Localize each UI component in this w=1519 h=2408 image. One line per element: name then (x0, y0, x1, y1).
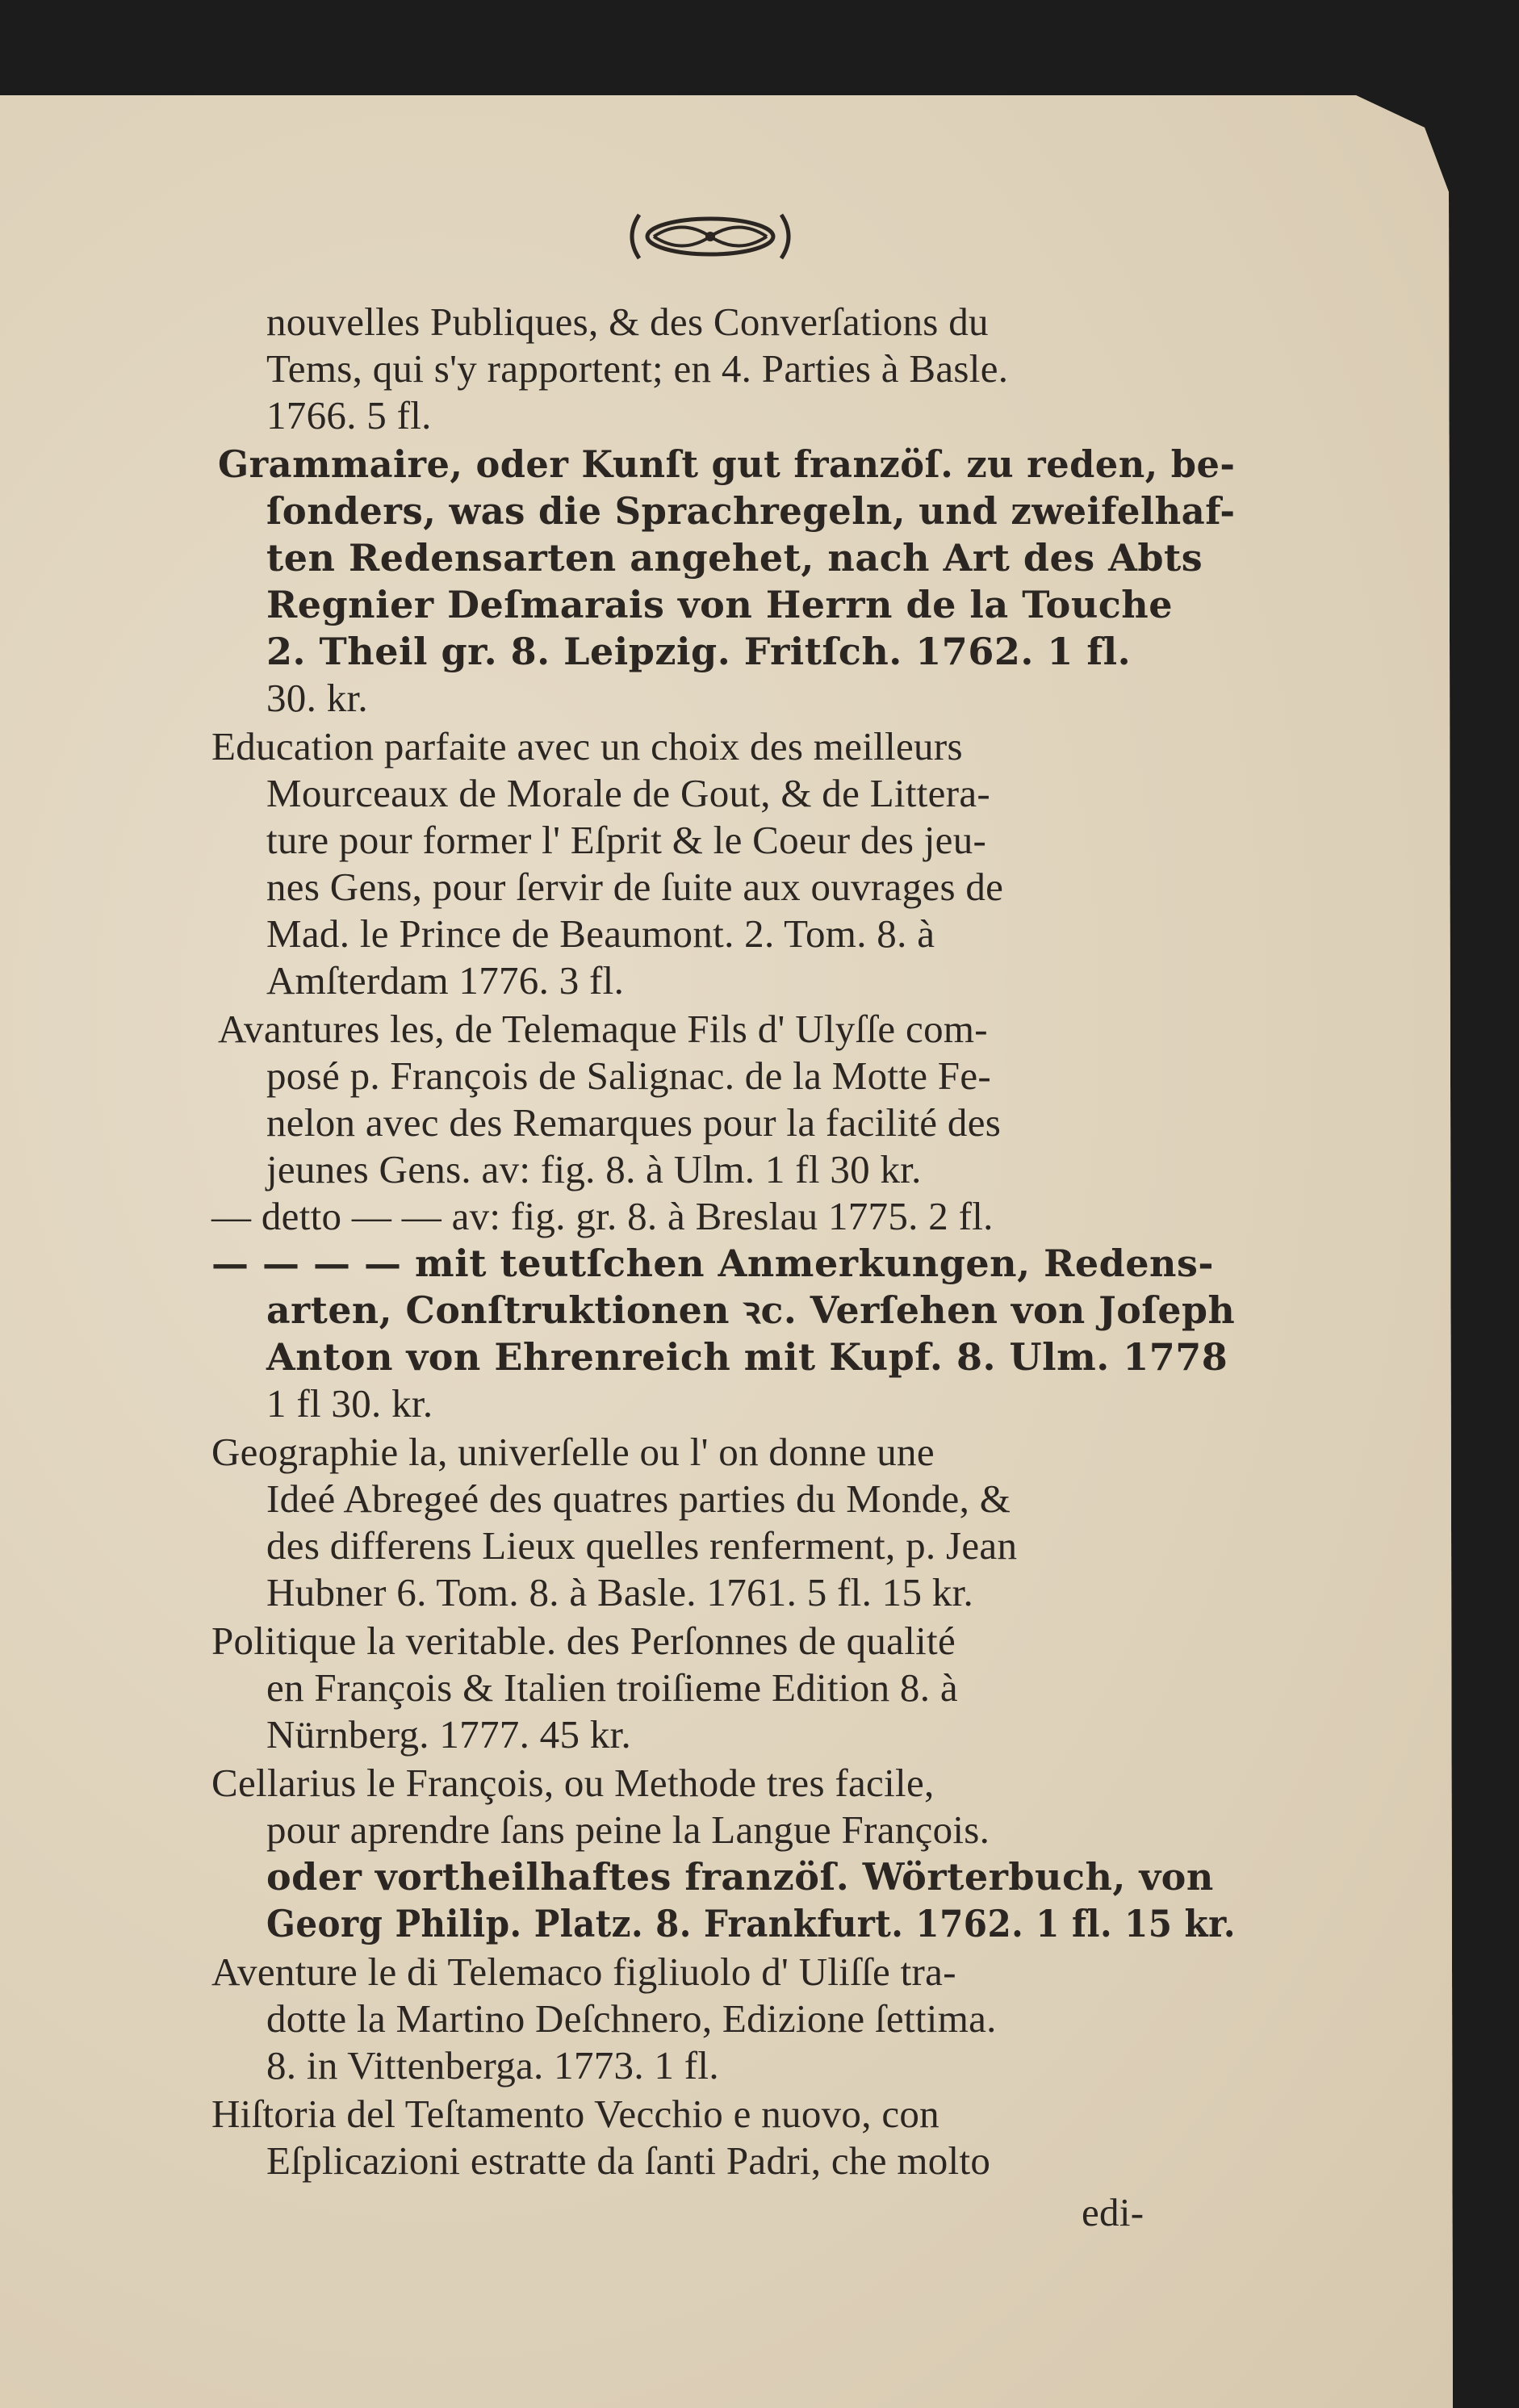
text-line: 2. Theil gr. 8. Leipzig. Fritſch. 1762. 1 fl. (266, 630, 1132, 673)
text-line: en François & Italien troiſieme Edition 8. à (266, 1665, 958, 1710)
text-line: Hubner 6. Tom. 8. à Basle. 1761. 5 fl. 15 kr. (266, 1570, 974, 1614)
text-line: Ideé Abregeé des quatres parties du Monde, & (266, 1476, 1011, 1521)
text-line: arten, Conſtruktionen ꝛc. Verſehen von Joſeph (266, 1288, 1236, 1332)
text-line: Georg Philip. Platz. 8. Frankfurt. 1762. 1 fl. 15 kr. (266, 1902, 1236, 1945)
text-line: Anton von Ehrenreich mit Kupf. 8. Ulm. 1778 (266, 1335, 1228, 1379)
text-line: Cellarius le François, ou Methode tres facile, (211, 1761, 935, 1805)
text-line: ture pour former l' Eſprit & le Coeur des jeu- (266, 818, 987, 862)
text-line: Avantures les, de Telemaque Fils d' Ulyſſe com- (218, 1007, 988, 1051)
text-line: nouvelles Publiques, & des Converſations du (266, 299, 989, 344)
text-line: Nürnberg. 1777. 45 kr. (266, 1712, 632, 1757)
text-line: nelon avec des Remarques pour la facilité des (266, 1100, 1002, 1145)
text-line: 1 fl 30. kr. (266, 1381, 433, 1426)
text-line: Regnier Deſmarais von Herrn de la Touche (266, 583, 1174, 626)
text-line: dotte la Martino Deſchnero, Edizione ſettima. (266, 1996, 997, 2041)
text-line: Tems, qui s'y rapportent; en 4. Parties à Basle. (266, 346, 1009, 391)
text-line: Education parfaite avec un choix des meilleurs (211, 724, 963, 768)
text-line: 1766. 5 fl. (266, 393, 432, 438)
text-line: posé p. François de Salignac. de la Motte Fe- (266, 1053, 992, 1098)
text-line: Politique la veritable. des Perſonnes de qualité (211, 1619, 956, 1663)
text-line: Mad. le Prince de Beaumont. 2. Tom. 8. à (266, 911, 935, 956)
text-line: Geographie la, univerſelle ou l' on donne une (211, 1430, 935, 1474)
text-line: Aventure le di Telemaco figliuolo d' Uliſſe tra- (211, 1949, 956, 1994)
text-line: des differens Lieux quelles renferment, p. Jean (266, 1523, 1018, 1568)
catchword: edi- (1082, 2190, 1144, 2234)
text-line: Eſplicazioni estratte da ſanti Padri, che molto (266, 2138, 991, 2183)
text-line: Grammaire, oder Kunſt gut franzöſ. zu reden, be- (218, 442, 1236, 486)
text-line: — — — — mit teutſchen Anmerkungen, Redens- (211, 1242, 1214, 1285)
text-line: oder vortheilhaftes franzöſ. Wörterbuch, von (266, 1855, 1214, 1899)
text-line: ſonders, was die Sprachregeln, und zweifelhaf- (266, 489, 1236, 533)
text-line: 30. kr. (266, 676, 368, 720)
text-line: Amſterdam 1776. 3 fl. (266, 958, 625, 1003)
text-line: Hiſtoria del Teſtamento Vecchio e nuovo, con (211, 2092, 939, 2136)
text-line: Mourceaux de Morale de Gout, & de Littera- (266, 771, 990, 815)
text-line: jeunes Gens. av: fig. 8. à Ulm. 1 fl 30 kr. (266, 1147, 922, 1191)
text-line: 8. in Vittenberga. 1773. 1 fl. (266, 2043, 719, 2088)
text-line: nes Gens, pour ſervir de ſuite aux ouvrages de (266, 865, 1004, 909)
text-line: pour aprendre ſans peine la Langue François. (266, 1807, 990, 1852)
text-line: — detto — — av: fig. gr. 8. à Breslau 1775. 2 fl. (211, 1194, 994, 1238)
text-line: ten Redensarten angehet, nach Art des Abts (266, 536, 1203, 580)
